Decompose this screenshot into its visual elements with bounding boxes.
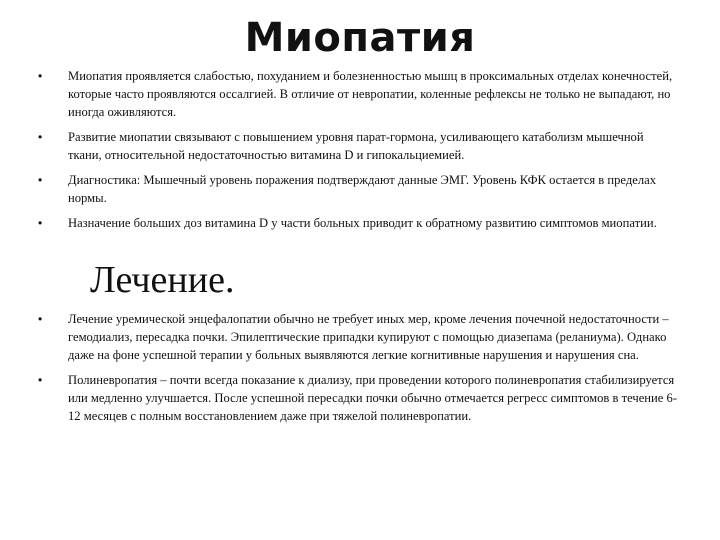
bullet-text: Развитие миопатии связывают с повышением уровня парат-гормона, усиливающего катаболизм мышечной ткани, относительной недостаточностью витамина D и гипокальциемией. [68, 130, 644, 162]
bullet-text: Лечение уремической энцефалопатии обычно не требует иных мер, кроме лечения почечной недостаточности – гемодиализ, пересадка почки. Эпилептические припадки купируют с помощью диазепама (реланиума). Однако даже на фоне успешной терапии у больных выявляются легкие когнитивные нарушения и нарушения сна. [68, 312, 669, 362]
list-item [38, 214, 678, 232]
bullet-icon: • [38, 69, 43, 83]
bullet-text: Назначение больших доз витамина D у части больных приводит к обратному развитию симптомов миопатии. [68, 216, 657, 230]
list-item [38, 310, 678, 364]
bullet-text: Полиневропатия – почти всегда показание к диализу, при проведении которого полиневропатия стабилизируется или медленно улучшается. После успешной пересадки почки обычно отмечается регресс симптомов в течение 6-12 месяцев с полным восстановлением даже при тяжелой полиневропатии. [68, 373, 678, 423]
bullet-icon: • [38, 130, 43, 144]
bullet-icon: • [38, 173, 43, 187]
slide-title: Миопатия [244, 15, 476, 61]
bullet-icon: • [38, 216, 43, 230]
list-item [38, 371, 678, 425]
list-item [38, 67, 678, 121]
bullet-text: Диагностика: Мышечный уровень поражения подтверждают данные ЭМГ. Уровень КФК остается в пределах нормы. [68, 173, 657, 205]
bullet-text: Миопатия проявляется слабостью, похуданием и болезненностью мышц в проксимальных отделах конечностей, которые часто проявляются оссалгией. В отличие от невропатии, коленные рефлексы не только не выпадают, но иногда оживляются. [68, 69, 673, 119]
bullet-icon: • [38, 373, 43, 387]
bullet-icon: • [38, 312, 43, 326]
section-subtitle: Лечение. [90, 259, 235, 301]
bullet-list-myopathy [38, 67, 678, 239]
list-item [38, 128, 678, 164]
bullet-list-treatment [38, 310, 678, 432]
list-item [38, 171, 678, 207]
